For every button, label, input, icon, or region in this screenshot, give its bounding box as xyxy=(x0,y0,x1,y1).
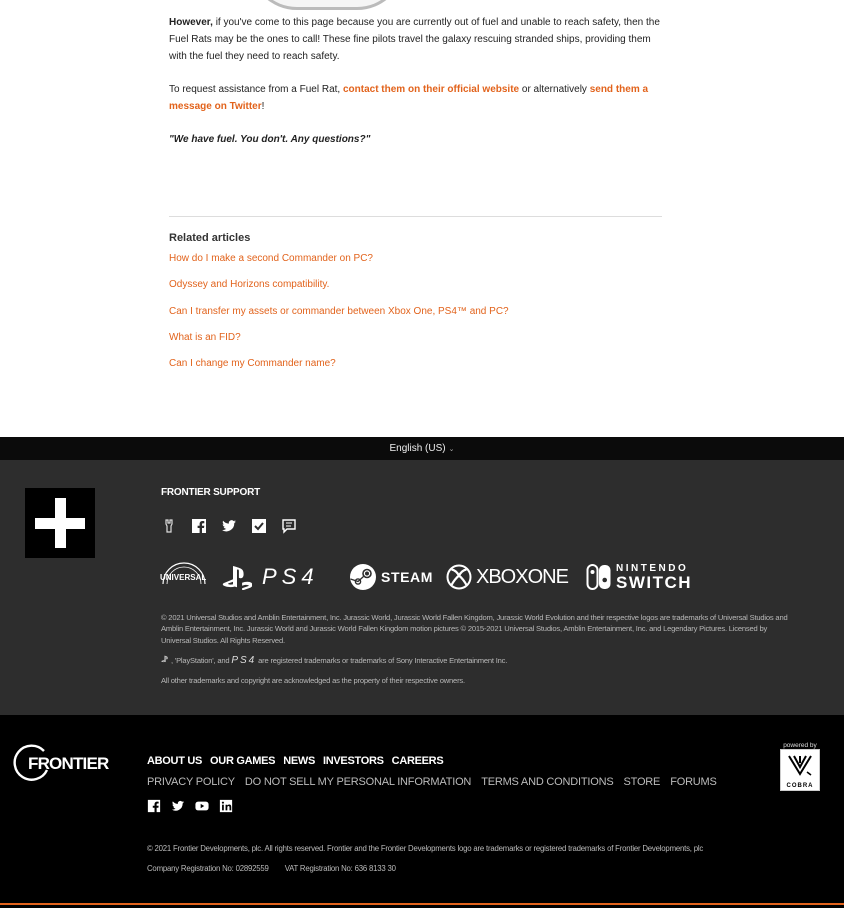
related-articles-title: Related articles xyxy=(169,232,251,244)
nav-investors[interactable]: INVESTORS xyxy=(323,755,384,767)
universal-legal: © 2021 Universal Studios and Amblin Entertainment, Inc. Jurassic World, Jurassic World Fallen Kingdom, Jurassic World Evolution and their respective logos are trademarks of Universal Studios and Amblin Entertainment, Inc. Jurassic World and Jurassic World Fallen Kingdom motion pictures © 2015-2021 Universal Studios, Amblin Entertainment, Inc. and Legendary Pictures. Licensed by Universal Studios. All Rights Reserved. xyxy=(161,613,788,645)
nav-forums[interactable]: FORUMS xyxy=(670,776,717,788)
fuel-rats-icon[interactable] xyxy=(161,518,177,534)
article-paragraph-1: However, if you've come to this page because you are currently out of fuel and unable to reach safety, then the Fuel Rats may be the ones to call! These fine pilots travel the galaxy rescuing stranded ships, providing them with the fuel they need to reach safety. xyxy=(169,17,660,62)
related-article-link[interactable]: What is an FID? xyxy=(169,331,241,343)
playstation-icon xyxy=(161,655,171,666)
ps4-logo: PS4 xyxy=(262,564,319,589)
plus-logo-icon[interactable] xyxy=(25,488,95,558)
frontier-logo-text[interactable]: FRONTIER xyxy=(28,754,109,773)
xbox-one-logo: XBOXONE xyxy=(446,562,568,592)
frontier-social-links xyxy=(147,799,233,813)
youtube-icon[interactable] xyxy=(195,799,209,813)
frontier-legal: © 2021 Frontier Developments, plc. All rights reserved. Frontier and the Frontier Developments logo are trademarks or registered trademarks of Frontier Developments, plc xyxy=(147,844,704,853)
nav-terms[interactable]: TERMS AND CONDITIONS xyxy=(481,776,614,788)
related-article-link[interactable]: Can I transfer my assets or commander between Xbox One, PS4™ and PC? xyxy=(169,305,509,317)
nav-store[interactable]: STORE xyxy=(623,776,661,788)
nav-news[interactable]: NEWS xyxy=(283,755,315,767)
primary-nav xyxy=(147,755,443,767)
steam-logo: STEAM xyxy=(349,562,433,592)
nav-careers[interactable]: CAREERS xyxy=(391,755,444,767)
language-label: English (US) xyxy=(389,443,446,454)
language-selector[interactable] xyxy=(0,437,844,460)
related-article-link[interactable]: Can I change my Commander name? xyxy=(169,358,336,370)
fuel-rats-twitter-link[interactable]: send them a message on Twitter xyxy=(169,84,649,112)
playstation-logo xyxy=(222,562,254,592)
facebook-icon[interactable] xyxy=(191,518,207,534)
section-divider xyxy=(169,216,662,217)
trademarks-legal: All other trademarks and copyright are acknowledged as the property of their respective owners. xyxy=(161,676,465,685)
secondary-nav xyxy=(147,776,717,788)
related-article-link[interactable]: Odyssey and Horizons compatibility. xyxy=(169,279,330,291)
nav-our-games[interactable]: OUR GAMES xyxy=(210,755,276,767)
support-title: FRONTIER SUPPORT xyxy=(161,487,261,498)
nav-about-us[interactable]: ABOUT US xyxy=(147,755,203,767)
twitter-icon[interactable] xyxy=(171,799,185,813)
related-articles-list xyxy=(169,252,509,383)
article-paragraph-2: To request assistance from a Fuel Rat, contact them on their official website or alternatively send them a message on Twitter! xyxy=(169,84,649,112)
facebook-icon[interactable] xyxy=(147,799,161,813)
powered-by-label: powered by xyxy=(783,742,817,749)
cobra-engine-badge[interactable] xyxy=(778,742,822,791)
forum-icon[interactable] xyxy=(281,518,297,534)
support-footer xyxy=(0,460,844,715)
cobra-logo-icon: COBRA xyxy=(780,749,820,791)
nav-privacy-policy[interactable]: PRIVACY POLICY xyxy=(147,776,235,788)
linkedin-icon[interactable] xyxy=(219,799,233,813)
article-quote: "We have fuel. You don't. Any questions?" xyxy=(169,134,371,145)
fuel-rats-emblem xyxy=(249,0,405,10)
nintendo-switch-logo: NINTENDO SWITCH xyxy=(586,562,692,592)
sony-legal: , 'PlayStation', and PS4 are registered trademarks or trademarks of Sony Interactive Entertainment Inc. xyxy=(161,655,791,667)
related-article-link[interactable]: How do I make a second Commander on PC? xyxy=(169,253,373,264)
platform-brands xyxy=(159,562,719,592)
registration-info: Company Registration No: 02892559 VAT Registration No: 636 8133 30 xyxy=(147,864,396,873)
twitter-icon[interactable] xyxy=(221,518,237,534)
chevron-down-icon: ⌄ xyxy=(448,446,455,453)
fuel-rats-website-link[interactable]: contact them on their official website xyxy=(342,84,520,95)
frontier-footer xyxy=(0,715,844,903)
checklist-icon[interactable] xyxy=(251,518,267,534)
nav-do-not-sell[interactable]: DO NOT SELL MY PERSONAL INFORMATION xyxy=(244,776,472,788)
accent-line xyxy=(0,903,844,908)
support-social-links xyxy=(161,518,297,534)
universal-logo: UNIVERSAL xyxy=(159,562,209,592)
